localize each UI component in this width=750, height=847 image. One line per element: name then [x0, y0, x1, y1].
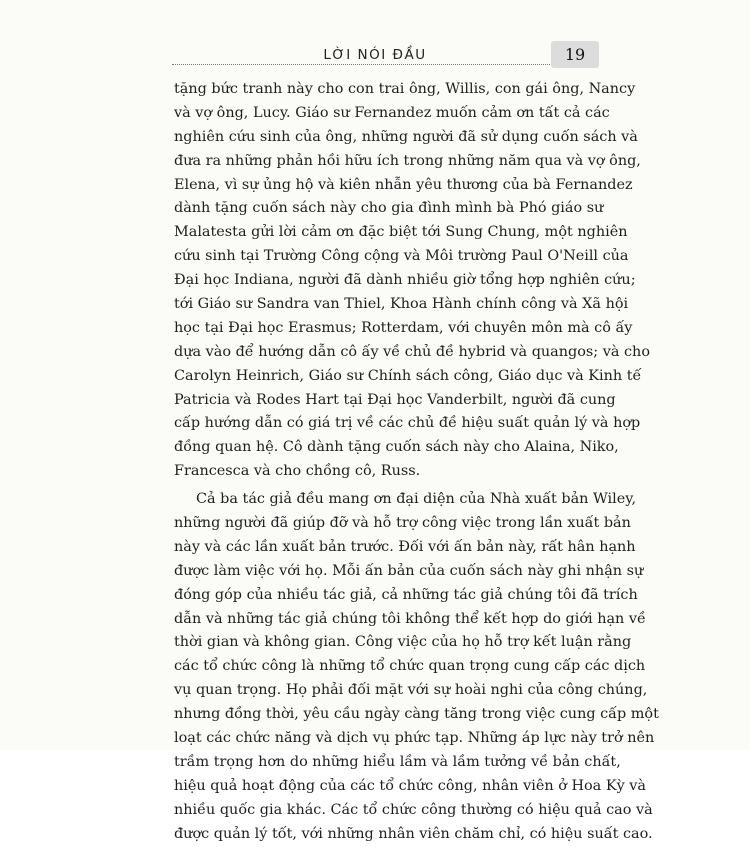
text-line: loạt các chức năng và dịch vụ phức tạp. Những áp lực này trở nên: [174, 730, 655, 747]
text-line: đồng quan hệ. Cô dành tặng cuốn sách này cho Alaina, Niko,: [174, 439, 619, 456]
text-line: Francesca và cho chồng cô, Russ.: [174, 463, 421, 480]
text-line: đưa ra những phản hồi hữu ích trong những năm qua và vợ ông,: [174, 152, 641, 169]
body-text: [174, 78, 659, 847]
text-line: nghiên cứu sinh của ông, những người đã sử dụng cuốn sách và: [174, 128, 638, 145]
paragraph-1: [174, 78, 650, 484]
text-line: hiệu quả hoạt động của các tổ chức công, nhân viên ở Hoa Kỳ và: [174, 777, 646, 794]
text-line: những người đã giúp đỡ và hỗ trợ công việc trong lần xuất bản: [174, 515, 631, 532]
text-line: dành tặng cuốn sách này cho gia đình mình bà Phó giáo sư: [174, 200, 604, 217]
text-line: học tại Đại học Erasmus; Rotterdam, với chuyên môn mà cô ấy: [174, 319, 633, 336]
text-line: Carolyn Heinrich, Giáo sư Chính sách công, Giáo dục và Kinh tế: [174, 367, 642, 384]
text-line: thời gian và không gian. Công việc của họ hỗ trợ kết luận rằng: [174, 634, 632, 651]
text-line: này và các lần xuất bản trước. Đối với ấn bản này, rất hân hạnh: [174, 538, 636, 555]
text-line: nhưng đồng thời, yêu cầu ngày càng tăng trong việc cung cấp một: [174, 706, 659, 723]
text-line: đóng góp của nhiều tác giả, cả những tác giả chúng tôi đã trích: [174, 586, 638, 603]
text-line: các tổ chức công là những tổ chức quan trọng cung cấp các dịch: [174, 658, 646, 675]
text-line: Malatesta gửi lời cảm ơn đặc biệt tới Sung Chung, một nghiên: [174, 224, 628, 241]
text-line: dẫn và những tác giả chúng tôi không thể kết hợp do giới hạn về: [174, 610, 646, 627]
text-line: tặng bức tranh này cho con trai ông, Willis, con gái ông, Nancy: [174, 81, 636, 97]
paragraph-2: [174, 488, 659, 846]
text-line: nhiều quốc gia khác. Các tổ chức công thường có hiệu quả cao và: [174, 801, 653, 818]
text-line: tới Giáo sư Sandra van Thiel, Khoa Hành chính công và Xã hội: [174, 296, 629, 313]
running-title: LỜI NÓI ĐẦU: [323, 47, 427, 63]
text-line: Elena, vì sự ủng hộ và kiên nhẫn yêu thương của bà Fernandez: [174, 176, 633, 193]
text-line: Đại học Indiana, người đã dành nhiều giờ tổng hợp nghiên cứu;: [174, 272, 636, 289]
text-line: vụ quan trọng. Họ phải đối mặt với sự hoài nghi của công chúng,: [174, 682, 648, 699]
text-line: cứu sinh tại Trường Công cộng và Môi trường Paul O'Neill của: [174, 248, 629, 265]
text-line: và vợ ông, Lucy. Giáo sư Fernandez muốn cảm ơn tất cả các: [174, 104, 610, 121]
text-line: được quản lý tốt, với những nhân viên chăm chỉ, có hiệu suất cao.: [174, 825, 653, 842]
text-line: Patricia và Rodes Hart tại Đại học Vanderbilt, người đã cung: [174, 391, 616, 408]
text-line: cấp hướng dẫn có giá trị về các chủ đề hiệu suất quản lý và hợp: [174, 415, 641, 432]
text-line: được làm việc với họ. Mỗi ấn bản của cuốn sách này ghi nhận sự: [174, 562, 644, 579]
page-number: 19: [551, 41, 599, 68]
text-line: Cả ba tác giả đều mang ơn đại diện của Nhà xuất bản Wiley,: [196, 491, 637, 508]
text-line: trầm trọng hơn do những hiểu lầm và lầm tưởng về bản chất,: [174, 753, 621, 770]
text-line: dựa vào để hướng dẫn cô ấy về chủ đề hybrid và quangos; và cho: [174, 343, 650, 360]
header-rule: [172, 64, 550, 65]
